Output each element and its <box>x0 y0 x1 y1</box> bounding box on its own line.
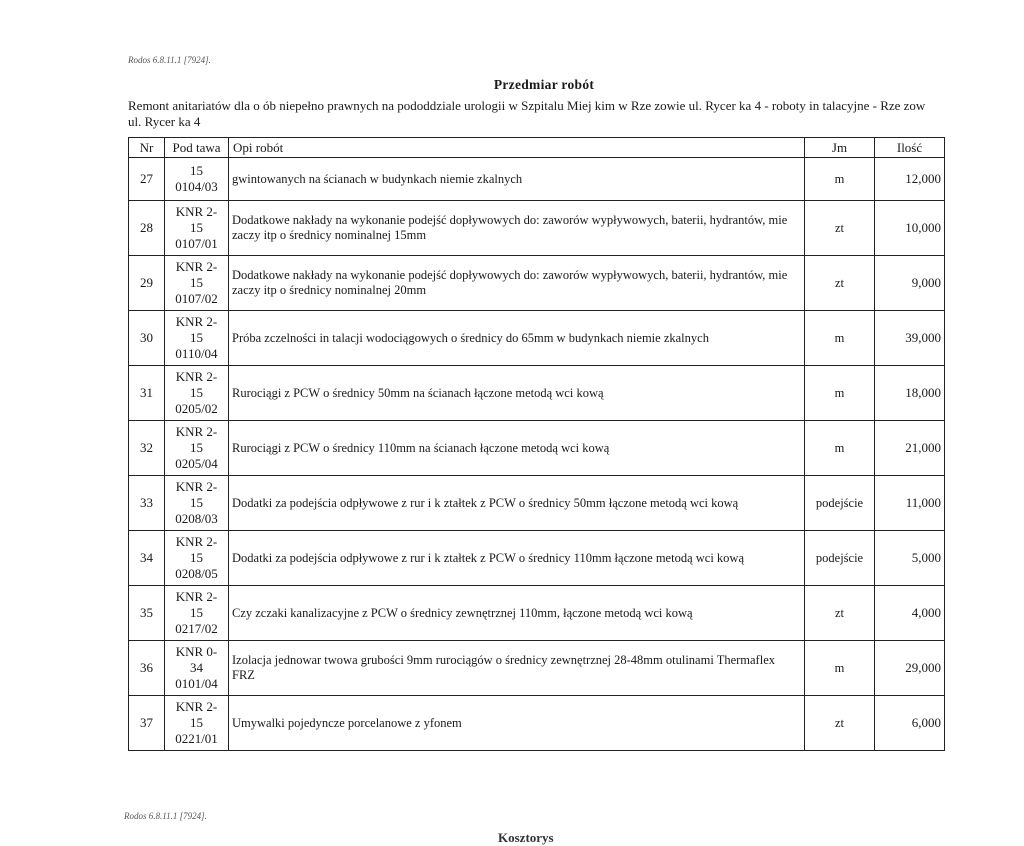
row-basis <box>165 256 229 311</box>
basis-line: 15 <box>190 220 203 235</box>
basis-line: KNR 2- <box>175 479 218 494</box>
basis-line: KNR 0- <box>175 644 218 659</box>
next-section-heading: Kosztorys <box>498 830 554 845</box>
row-basis <box>165 421 229 476</box>
row-basis <box>165 366 229 421</box>
row-description: Próba zczelności in talacji wodociągowych o średnicy do 65mm w budynkach niemie zkalnych <box>229 311 805 366</box>
basis-line: KNR 2- <box>175 204 218 219</box>
row-number: 34 <box>129 531 165 586</box>
basis-line: 15 <box>190 605 203 620</box>
row-basis <box>165 696 229 751</box>
row-description: Dodatkowe nakłady na wykonanie podejść dopływowych do: zaworów wypływowych, baterii, hydrantów, mie zaczy itp o średnicy nominalnej 15mm <box>229 201 805 256</box>
table-header-row <box>129 138 945 158</box>
basis-line: 0205/02 <box>175 401 218 416</box>
basis-line: 0110/04 <box>175 346 218 361</box>
row-basis <box>165 586 229 641</box>
basis-line: 0101/04 <box>175 676 218 691</box>
row-quantity: 5,000 <box>875 531 945 586</box>
basis-line: 15 <box>190 275 203 290</box>
basis-line: 0104/03 <box>175 179 218 194</box>
column-header-nr: Nr <box>129 138 165 158</box>
table-row <box>129 158 945 201</box>
row-quantity: 9,000 <box>875 256 945 311</box>
row-unit: podejście <box>805 531 875 586</box>
row-description: Dodatkowe nakłady na wykonanie podejść dopływowych do: zaworów wypływowych, baterii, hydrantów, mie zaczy itp o średnicy nominalnej 20mm <box>229 256 805 311</box>
row-number: 30 <box>129 311 165 366</box>
software-version-footer: Rodos 6.8.11.1 [7924]. <box>124 811 207 821</box>
table-row <box>129 476 945 531</box>
row-unit: m <box>805 158 875 201</box>
column-header-opis: Opi robót <box>229 138 805 158</box>
row-description: gwintowanych na ścianach w budynkach niemie zkalnych <box>229 158 805 201</box>
basis-line: KNR 2- <box>175 589 218 604</box>
row-unit: zt <box>805 256 875 311</box>
basis-line: 15 <box>190 550 203 565</box>
row-quantity: 6,000 <box>875 696 945 751</box>
basis-line: 0221/01 <box>175 731 218 746</box>
basis-line: KNR 2- <box>175 699 218 714</box>
row-quantity: 18,000 <box>875 366 945 421</box>
row-unit: m <box>805 366 875 421</box>
basis-line: 0205/04 <box>175 456 218 471</box>
basis-line: 15 <box>190 330 203 345</box>
column-header-podstawa: Pod tawa <box>165 138 229 158</box>
row-basis <box>165 158 229 201</box>
row-number: 36 <box>129 641 165 696</box>
row-number: 37 <box>129 696 165 751</box>
document-title: Przedmiar robót <box>493 77 595 92</box>
row-description: Izolacja jednowar twowa grubości 9mm rurociągów o średnicy zewnętrznej 28-48mm otulinami Thermaflex FRZ <box>229 641 805 696</box>
row-quantity: 12,000 <box>875 158 945 201</box>
basis-line: 0217/02 <box>175 621 218 636</box>
row-unit: podejście <box>805 476 875 531</box>
table-row <box>129 696 945 751</box>
table-row <box>129 421 945 476</box>
table-row <box>129 256 945 311</box>
basis-line: 15 <box>190 495 203 510</box>
row-description: Dodatki za podejścia odpływowe z rur i k ztałtek z PCW o średnicy 50mm łączone metodą wci kową <box>229 476 805 531</box>
row-description: Umywalki pojedyncze porcelanowe z yfonem <box>229 696 805 751</box>
basis-line: 0107/01 <box>175 236 218 251</box>
row-number: 27 <box>129 158 165 201</box>
table-row <box>129 586 945 641</box>
row-basis <box>165 641 229 696</box>
row-unit: m <box>805 421 875 476</box>
row-number: 29 <box>129 256 165 311</box>
row-unit: m <box>805 311 875 366</box>
basis-line: 34 <box>190 660 203 675</box>
table-row <box>129 311 945 366</box>
row-quantity: 10,000 <box>875 201 945 256</box>
row-description: Rurociągi z PCW o średnicy 50mm na ścianach łączone metodą wci kową <box>229 366 805 421</box>
row-quantity: 39,000 <box>875 311 945 366</box>
software-version-header: Rodos 6.8.11.1 [7924]. <box>128 55 211 65</box>
row-unit: zt <box>805 696 875 751</box>
row-basis <box>165 201 229 256</box>
row-number: 33 <box>129 476 165 531</box>
basis-line: KNR 2- <box>175 369 218 384</box>
table-row <box>129 366 945 421</box>
row-unit: zt <box>805 201 875 256</box>
basis-line: KNR 2- <box>175 534 218 549</box>
row-number: 28 <box>129 201 165 256</box>
row-basis <box>165 311 229 366</box>
table-body <box>129 158 945 751</box>
row-quantity: 4,000 <box>875 586 945 641</box>
column-header-jm: Jm <box>805 138 875 158</box>
bill-of-quantities-table <box>128 137 945 751</box>
basis-line: 15 <box>190 385 203 400</box>
basis-line: KNR 2- <box>175 424 218 439</box>
row-description: Rurociągi z PCW o średnicy 110mm na ścianach łączone metodą wci kową <box>229 421 805 476</box>
basis-line: KNR 2- <box>175 314 218 329</box>
table-row <box>129 641 945 696</box>
basis-line: 15 <box>190 440 203 455</box>
table-row <box>129 201 945 256</box>
row-unit: zt <box>805 586 875 641</box>
basis-line: 15 <box>190 163 203 178</box>
row-number: 32 <box>129 421 165 476</box>
basis-line: 0208/05 <box>175 566 218 581</box>
row-number: 35 <box>129 586 165 641</box>
table-row <box>129 531 945 586</box>
basis-line: 0208/03 <box>175 511 218 526</box>
row-quantity: 29,000 <box>875 641 945 696</box>
row-description: Czy zczaki kanalizacyjne z PCW o średnicy zewnętrznej 110mm, łączone metodą wci kową <box>229 586 805 641</box>
row-basis <box>165 476 229 531</box>
basis-line: 15 <box>190 715 203 730</box>
row-unit: m <box>805 641 875 696</box>
row-description: Dodatki za podejścia odpływowe z rur i k ztałtek z PCW o średnicy 110mm łączone metodą wci kową <box>229 531 805 586</box>
basis-line: 0107/02 <box>175 291 218 306</box>
row-quantity: 11,000 <box>875 476 945 531</box>
row-basis <box>165 531 229 586</box>
row-quantity: 21,000 <box>875 421 945 476</box>
row-number: 31 <box>129 366 165 421</box>
basis-line: KNR 2- <box>175 259 218 274</box>
project-description: Remont anitariatów dla o ób niepełno prawnych na pododdziale urologii w Szpitalu Miej kim w Rze zowie ul. Rycer ka 4 - roboty in talacyjne - Rze zow ul. Rycer ka 4 <box>128 98 926 129</box>
column-header-ilosc: Ilość <box>875 138 945 158</box>
